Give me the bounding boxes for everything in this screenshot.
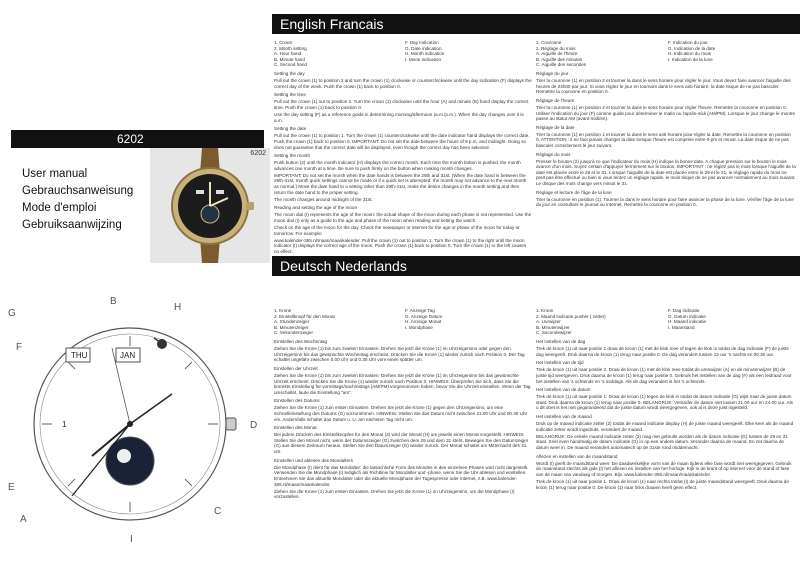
paragraph-heading: Reading and setting the age of the moon xyxy=(274,205,358,211)
paragraph: Presser le bouton (2) jusqu'à ce que l'indicateur du mois (H) indique la bonne date. A chaque pression sur le bouton le mois avance d'un mois. Soyez certain d'appuyer fermement sur le bouton. IMPORTANT : ne réglez pas le mois lorsque l'aiguille de la date est placée entre le 29 et le 31. Lorsque l'aiguille de la date est placée entre le 29 et le 31, le réglage rapide du mois ne peut pas être effectué ou bien si vous tentez un réglage rapide, le mois risque de ne pas avancer normalement au mois suivant. Le disque des mois change vers minuit le 31. xyxy=(536,158,796,187)
paragraph: Tirer la couronne (1) en position 2 et tourner la dans le sens horaire pour régler le jour. Vous devez faire avancer l'aiguille des heures de 24h00 par jour. Si vous réglez le jour en tournant dans le sens anti-horaire, la date risque de ne pas basculer. Remettre la couronne en position 0. xyxy=(536,78,791,95)
manual-title-list xyxy=(22,166,133,234)
diagram-label-c: C xyxy=(214,506,222,517)
paragraph: IMPORTANT: Do not set the month when the date hands is between the 29th and 31st. (When the date hand is between the 29th-31st, month quick settings cannot be made or if a quick set is attempted, the month may not advance to the next month as normal.) Move the date hand to a setting other than 29th-31st, make the desire changes in the month setting and then return the date hand to the proper setting. xyxy=(274,172,527,195)
french-column xyxy=(536,40,796,260)
paragraph: Ziehen Sie die Krone (1) bis zum zweiten Einrasten. Drehen Sie jetzt die Krone (1) im Uhrzeigersinn bis das gewünschte Uhrzeit erscheint. Drücken Sie die Krone (1) wieder zurück nach Position 0. HINWEIS: Überprüfen Sie sich, dass Sie die korrekte Einstellung für vormittags/nachmittags (AM/PM) vorgenommen haben, bevor Sie die Uhrzeit einstellen. Wenn der Tag umschaltet, laute die Einstellung "am". xyxy=(274,372,531,395)
paragraph-heading: Einstellen und ablesen des Mondalters xyxy=(274,457,353,463)
legend-item: 2. Maand indicatie pusher ( zetter) xyxy=(536,313,606,319)
paragraph: Bei jedem Drücken des Einstellknopfes für den Monat (2) wird der Monat (H) um jeweils einen Monat vorgestellt. HINWEIS: Stellen Sie den Monat nicht, wenn der Datumszeiger (G) zwischen dem 29 und dem 31 steht. Bewegen Sie den Datumzeiger (G) aus diesem Zeitraum heraus. Stellen Sie den Datumzeiger (G) wieder zurück. Der Monat schaltet um Mitternacht des 31. um. xyxy=(274,432,529,455)
legend-item: A. Uurwijzer xyxy=(536,319,561,325)
paragraph-heading: Setting the time xyxy=(274,92,306,98)
date-value-text: 1 xyxy=(62,420,67,429)
legend-item: I. Moon indication xyxy=(405,56,442,62)
paragraph-heading: Einstellen des Datums xyxy=(274,398,320,404)
paragraph-heading: Setting the date xyxy=(274,126,307,132)
legend-item: 2. Réglage du mois xyxy=(536,45,576,51)
legend-item: F. Indication du jour xyxy=(668,40,708,45)
diagram-label-d: D xyxy=(250,420,258,431)
legend-item: 2. Month setting xyxy=(274,45,307,51)
paragraph: www.kalender-365.nl/maan/maankalender. Pull the crown (1) out to position 1. Turn the crown (1) to the right until the moon indicator (I) displays the correct age of the moon. Push the crown (1) back to position 0. Turn the crown (1) to the left causes no effect. xyxy=(274,237,527,254)
legend-item: G. Datum indicatie xyxy=(668,313,706,319)
legend-item: I. Maanstand xyxy=(668,324,695,330)
paragraph-heading: Het instellen van de maand xyxy=(536,414,592,419)
manual-title-nl: Gebruiksaanwijzing xyxy=(22,219,122,231)
diagram-label-h: H xyxy=(174,302,182,313)
paragraph-heading: Het instellen van de datum xyxy=(536,387,591,393)
german-legend xyxy=(274,308,532,336)
diagram-label-f: F xyxy=(16,342,23,353)
paragraph: Pull out the crown (1) out to position 2. Turn the crown (1) clockwise until the hour (A) and minute (B) hand display the correct time. Push the crown (1) back to position 0. xyxy=(274,99,529,110)
legend-item: 1. Kroon xyxy=(536,308,554,313)
legend-item: F. Anzeige Tag xyxy=(405,308,435,313)
english-column xyxy=(274,40,532,260)
paragraph: Pull out the crown (1) to position 2 and turn the crown (1) clockwise or counterclockwise until the day indication (F) displays the correct day of the week. Push the crown (1) back to position 0. xyxy=(274,78,532,89)
legend-item: F. Day indication xyxy=(405,40,439,45)
legend-item: C. Aiguille des secondes xyxy=(536,62,587,68)
legend-item: H. Maand indicatie xyxy=(668,319,707,325)
paragraph: Trek de kroon (1) uit naar positie 1. Draai de kroon (1) naar rechts totdat (I) de juiste maandstand weergeeft. Druk daarna de kroon (1) terug naar positie 0. De kroon (1) naar links draaien heeft geen effect. xyxy=(536,478,789,490)
paragraph-heading: Réglage du mois xyxy=(536,151,571,157)
paragraph: Trek de kroon (1) uit naar positie 2. Draai de kroon (1) met de klok mee totdat de urenwijzer (A) en de minutenwijzer (B) de juiste tijd weergeven. Druk daarna de kroon (1) terug naar positie 0. Gebruik het instellen van de dag (F) als een leidraad voor het instellen van 's ochtends en 's middags. Als de dag verandert is het 's ochtends. xyxy=(536,367,792,384)
legend-item: C. Secondewijzer xyxy=(536,330,572,336)
legend-item: H. Month indication xyxy=(405,51,445,57)
paragraph-heading: Setting the day xyxy=(274,70,305,76)
paragraph-heading: Einstellen des Wochentag xyxy=(274,338,328,344)
paragraph-heading: Réglage et lecture de l'âge de la lune xyxy=(536,189,612,195)
legend-item: I. Mondphase xyxy=(405,324,433,330)
diagram-label-a: A xyxy=(20,514,27,525)
legend-item: A. Stundenzeiger xyxy=(274,319,310,325)
legend-item: 1. Couronne xyxy=(536,40,562,45)
paragraph-heading: Réglage de la date xyxy=(536,124,575,130)
english-legend xyxy=(274,40,532,68)
paragraph: Druk op de maand indicatie zetter (2) totdat de maand indicatie display (H) de juiste maand weergeeft. Elke keer als de maand indicatie zetter wordt ingedrukt, verandert de maand. xyxy=(536,421,794,432)
month-window-text: JAN xyxy=(120,351,136,360)
legend-item: B. Minute hand xyxy=(274,56,305,62)
paragraph-heading: Aflezen en instellen van de maandstand xyxy=(536,453,618,459)
legend-item: 1. Krone xyxy=(274,308,292,313)
legend-item: H. Anzeige Monat xyxy=(405,319,442,325)
dutch-legend xyxy=(536,308,796,336)
paragraph: Trek de kroon (1) uit naar positie 1. Draai de kroon (1) tegen de klok in totdat de datum indicatie (G) wijst naar de juiste datum staat. Druk daarna de kroon (1) terug naar positie 0. BELANGRIJK: Verander de datum niet tussen 21.00 uur en 24.00 uur. Als u dit doet is het niet gegarandeerd dat de juiste datum wordt weergegeven, ook al is deze juist ingesteld. xyxy=(536,394,793,411)
legend-item: C. Second hand xyxy=(274,62,307,68)
legend-item: G. Anzeige Datum xyxy=(405,313,443,319)
paragraph: Die Mondphase (I) dient für das Mondalter; die tatsächliche Form des Mondes in den einzelnen Phasen wird nicht dargestellt. Verwenden Sie die Mondphase (I) lediglich als Richtlinie für Mondalter und -phase, wenn Sie die Uhr ablesen und einstellen. Entnehmen Sie das aktuelle Mondalter oder die aktuelle Mondphase der Tagespresse oder internet, z.B. www.kalender-365.nl/maan/maankalender. xyxy=(274,464,529,487)
paragraph: Wordt (I) geeft de maandstand weer. De daadwerkelijke vorm van de maan tijdens elke fase wordt niet weergegeven. Gebruik de maanstand slechts als gids (I) het aflezen en instellen van het horloge. Kijk in de krant of op internet voor de stand of fase van de maan van vandaag of morgen. Bijv. www.kalender-365.nl/maan/maankalender. xyxy=(536,460,792,477)
diagram-label-b: B xyxy=(110,296,117,307)
paragraph: Trek de kroon (1) uit naar positie 2 draai de kroon (1) met de klok mee of tegen de klok in totdat de dag indicatie (F) de juiste dag weergeeft. Druk daarna de kroon (1) terug naar positie 0. De dag verandert tussen 12 uur 's nachts en 00.30 uur. xyxy=(536,346,789,357)
paragraph: Tirer la couronne (1) en position 2 et tourner la dans le sens horaire pour régler l'heure. Remettre la couronne en position 0. Utiliser l'indication du jour (F) comme guide pour déterminer le matin ou l'après-midi (AM/PM). Lorsque le jour change le montre passe au statut AM (avant-midi/en). xyxy=(536,104,796,122)
paragraph: Use the day setting (F) as a reference guide in determining morning/afternoon (a.m./p.m.). When the day changes over it is a.m. xyxy=(274,112,524,123)
paragraph-heading: Einstellen des Monat xyxy=(274,425,317,431)
diagram-label-e: E xyxy=(8,482,15,493)
paragraph-heading: Het instellen van de tijd xyxy=(536,360,584,366)
legend-item: A. Hour hand xyxy=(274,51,302,57)
paragraph: Ziehen Sie die Krone (1) bis zum zweiten Einrasten. Drehen Sie jetzt die Krone (1) im Uhrzeigersinn oder gegen den Uhrzeigersinn bis das gewünschte Wochentag erscheint. Drücken Sie die Krone (1) wieder zurück nach Position 0. Der Tag schaltet ungefähr zwischen 0.00 Uhr und 0.30 Uhr vom einen spätter um. xyxy=(274,346,525,363)
manual-title-de: Gebrauchsanweisung xyxy=(22,185,134,197)
legend-item: G. Date indication xyxy=(405,45,442,51)
watch-photo-caption: 6202 xyxy=(250,150,266,157)
legend-item: C. Sekundenzeiger xyxy=(274,330,314,336)
paragraph-heading: Réglage du jour xyxy=(536,70,569,76)
paragraph: Pull out the crown (1) to position 1. Turn the crown (1) counterclockwise until the date indicator hand displays the correct date. Push the crown (1) back to position 0. IMPORTANT: Do not set the date between the hours of 9 p.m. and midnight. Doing so does not guarantee that the correct date will be displayed, even though the correct day has been selected. xyxy=(274,133,530,150)
paragraph: Check on the age of the moon for the day. Check the newspaper or internet for the age or phase of the moon for today or tomorrow. For example: xyxy=(274,225,520,236)
watch-photo xyxy=(150,148,270,263)
paragraph: Ziehen Sie die Krone (1) zum ersten Einrasten. Drehen Sie jetzt die Krone (1) im Uhrzeigersinn, um die Mondphase (I) vorzustellen. xyxy=(274,488,515,500)
paragraph: BELANGRIJK: De enkele maand indicatie zetter (2) mag niet gebruikt worden als de datum indicatie (G) tussen de 29 en 31 staat. Snel even handmatig de datum indicatie (G) in op een andere datum. Verander daarna de maand. En zet daarna de datum weer in. De maand verandert automatisch op de 31ste rond middernacht. xyxy=(536,433,788,450)
model-bar xyxy=(11,130,264,148)
legend-item: G. Indication de la date xyxy=(668,45,716,51)
day-window-text: THU xyxy=(71,351,88,360)
paragraph-heading: Setting the month xyxy=(274,153,311,159)
legend-item: 2. Einstellknopf für den Monat xyxy=(274,313,335,319)
section-title-en-fr: English Francais xyxy=(280,16,384,32)
legend-item: A. Aiguille de l'heure xyxy=(536,51,578,57)
legend-item: B. Aiguille des minutes xyxy=(536,56,583,62)
legend-item: B. Minutenzeiger xyxy=(274,324,309,330)
paragraph: The month changes around midnight of the 31st. xyxy=(274,196,373,202)
paragraph: The moon dial (I) represents the age of the moon: the actual shape of the moon during each phase is not represented. Use the moon dial (I) only as a guide to the age and phase of the moon when reading and setting the watch. xyxy=(274,212,532,224)
paragraph: Tirer la couronne en position (1). Tourner la dans le sens horaire pour faire avancer la phase de la lune. Vérifier l'âge de la lune du jour en consultant le journal ou internet. Remettre la couronne en position 0. xyxy=(536,196,794,208)
dutch-column xyxy=(536,308,796,564)
diagram-label-i: I xyxy=(130,534,133,545)
section-title-de-nl: Deutsch Nederlands xyxy=(280,258,407,274)
legend-item: I. Indication de la lune xyxy=(668,56,713,62)
manual-title-en: User manual xyxy=(22,168,88,180)
diagram-label-g: G xyxy=(8,308,16,319)
manual-title-fr: Mode d'emploi xyxy=(22,202,97,214)
legend-item: 1. Crown xyxy=(274,40,293,45)
paragraph: Tirer la couronne (1) en position 1 et tourner la dans le sens anti-horaire pour régler la date. Remettre la couronne en position 0. ATTENTION : il ne faut jamais changer la date lorsque l'heure est comprise entre 9 pm et minuit. La date risque de ne pas basculer correctement le jour suivant. xyxy=(536,131,791,148)
paragraph-heading: Het instellen van de dag xyxy=(536,338,586,344)
legend-item: B. Minutenwijzer xyxy=(536,324,570,330)
model-number: 6202 xyxy=(117,132,144,146)
watch-diagram xyxy=(2,296,264,562)
french-legend xyxy=(536,40,796,68)
paragraph: Ziehen Sie die Krone (1) zum ersten Einrasten. Drehen Sie jetzt die Krone (1) gegen den Uhrzeigersinn, um eine Schnelleinstellung des Datums (G) vorzunehmen. HINWEIS: Stellen Sie das Datum nicht zwischen 21.00 Uhr und 00.30 Uhr ein. Andernfalls schaltet das Datum u. U. am nächsten Tag nicht um. xyxy=(274,405,528,422)
paragraph-heading: Réglage de l'heure xyxy=(536,97,575,103)
section-header-en-fr xyxy=(272,14,800,34)
legend-item: H. Indication du mois xyxy=(668,51,711,57)
german-column xyxy=(274,308,532,564)
paragraph: Push button (2) until the month indicator (H) displays the correct month. Each time the month button is pushed, the month advances one month at a time. Be sure to push firmly on the button when making month changes. xyxy=(274,160,521,171)
section-header-de-nl xyxy=(272,256,800,276)
legend-item: F. Dag indicatie xyxy=(668,308,700,313)
paragraph-heading: Einstellen der Uhrzeit xyxy=(274,365,318,371)
